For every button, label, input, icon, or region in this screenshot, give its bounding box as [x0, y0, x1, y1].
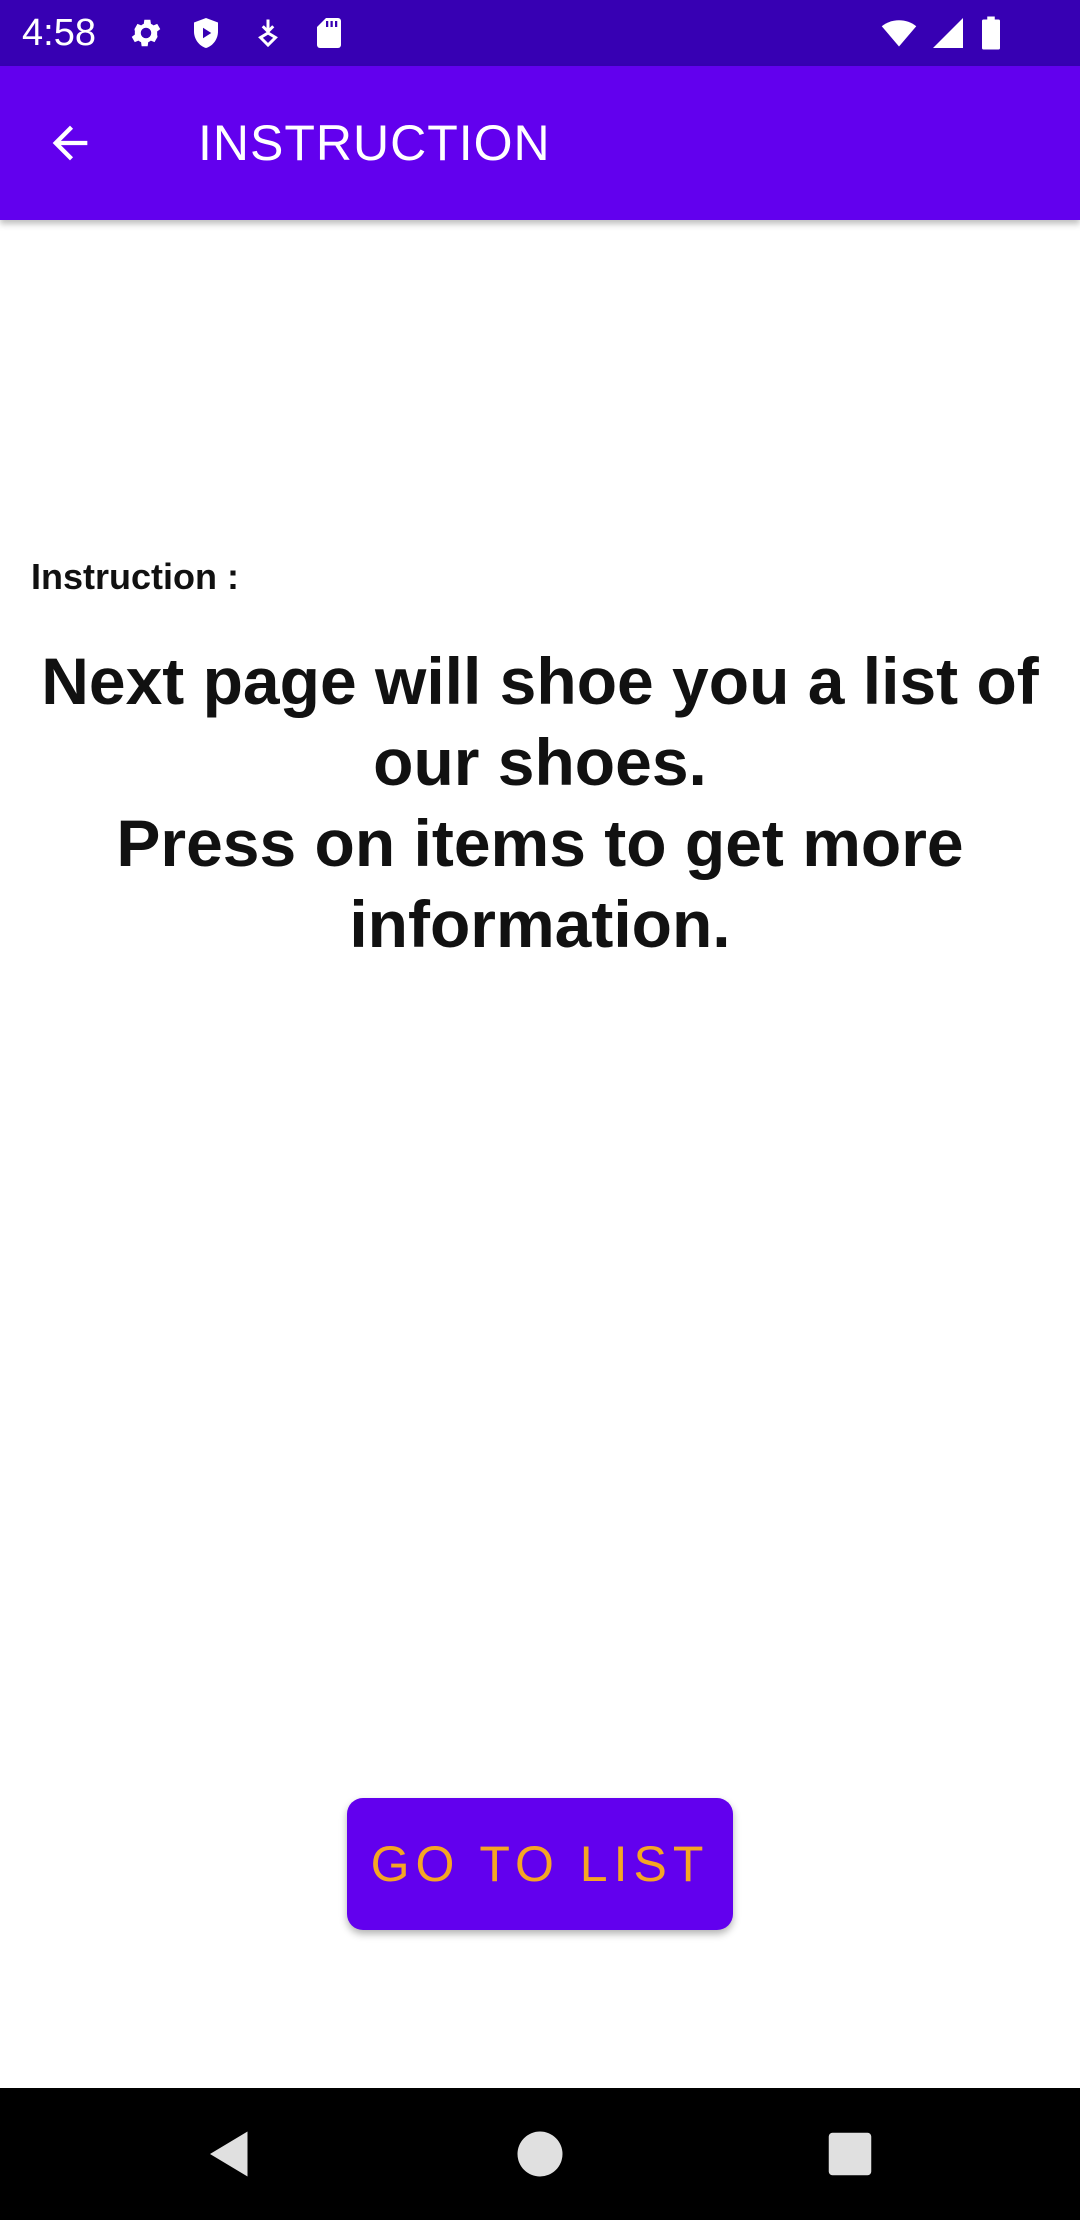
instruction-line: information.: [349, 887, 731, 961]
status-time: 4:58: [22, 12, 96, 54]
go-to-list-button[interactable]: GO TO LIST: [347, 1798, 733, 1930]
instruction-text: [20, 641, 1060, 965]
shield-play-icon: [188, 15, 224, 51]
home-circle-icon[interactable]: [510, 2124, 570, 2184]
sd-card-icon: [311, 15, 347, 51]
download-icon: [250, 15, 286, 51]
back-button[interactable]: [36, 109, 104, 177]
app-bar: [0, 66, 1080, 220]
arrow-back-icon: [44, 117, 96, 169]
wifi-icon: [878, 15, 920, 51]
recents-square-icon[interactable]: [820, 2124, 880, 2184]
page-title: INSTRUCTION: [198, 115, 551, 171]
instruction-line: Press on items to get more: [116, 806, 964, 880]
instruction-line: our shoes.: [373, 725, 707, 799]
instruction-line: Next page will shoe you a list of: [41, 644, 1039, 718]
back-triangle-icon[interactable]: [200, 2124, 260, 2184]
signal-icon: [928, 15, 968, 51]
instruction-label: Instruction :: [31, 556, 239, 597]
status-bar: [0, 0, 1080, 66]
navigation-bar: [0, 2088, 1080, 2220]
settings-icon: [128, 15, 164, 51]
battery-icon: [976, 15, 1006, 51]
